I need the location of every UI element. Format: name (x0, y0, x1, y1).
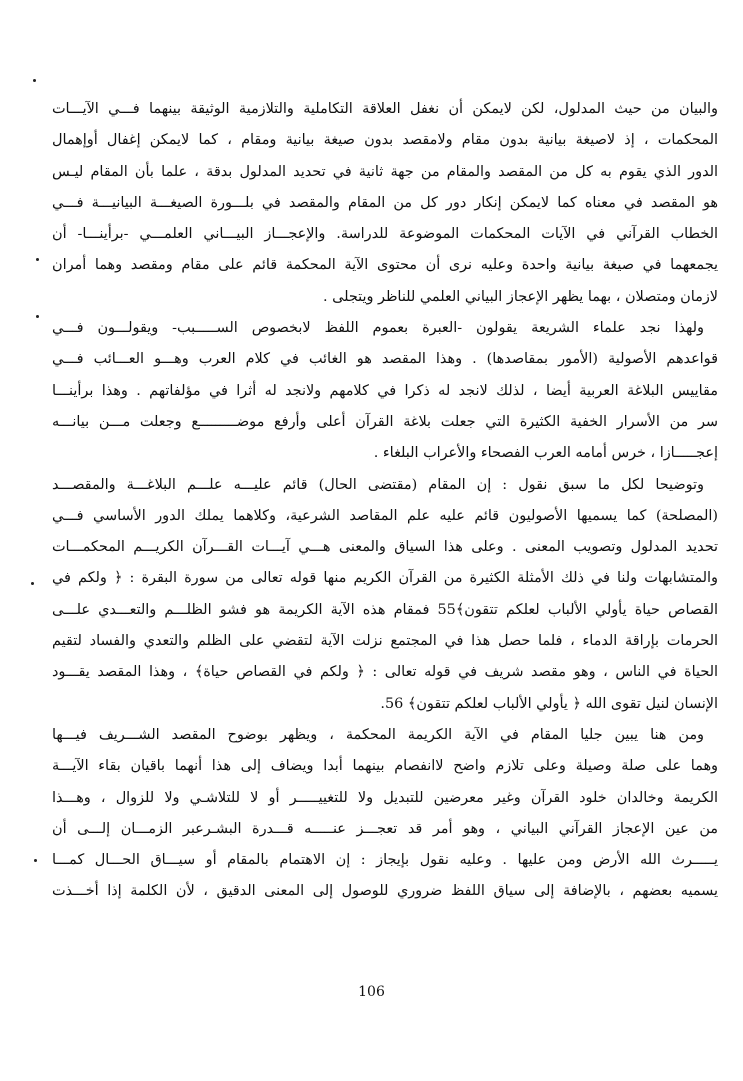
text-line: والبيان من حيث المدلول، لكن لايمكن أن نغفل العلاقة التكاملية والتلازمية الوثيقة بينهما فـــي الآيـــات (52, 101, 718, 117)
text-line: يسميه بعضهم ، بالإضافة إلى سياق اللفظ ضروري للوصول إلى المعنى الدقيق ، لأن الكلمة إذا أخـــذت (52, 883, 718, 900)
text-line: لازمان ومتصلان ، بهما يظهر الإعجاز البياني العلمي للناظر ويتجلى . (322, 288, 718, 305)
text-line: من عين الإعجاز القرآني البياني ، وهو أمر قد تعجـــز عنـــــه قـــدرة البشـرعبر الزمـــان إلـــى أن (52, 820, 718, 837)
text-line: الخطاب القرآني في الآيات المحكمات الموضوعة للدراسة. والإعجـــاز البيـــاني العلمـــي -برأينـــا- أن (52, 226, 718, 243)
text-line: يـــــرث الله الأرض ومن عليها . وعليه نقول بإيجاز : إن الاهتمام بالمقام أو سيـــاق الحـــال كمـــا (52, 852, 718, 869)
text-line: مقاييس البلاغة العربية أيضا ، لذلك لانجد له ذكرا في كلامهم ولانجد له أثرا في مؤلفاتهم . وهذا برأينـــا (52, 382, 718, 399)
margin-dot (31, 582, 34, 585)
text-line: الحياة في الناس ، وهو مقصد شريف في قوله تعالى : ﴿ ولكم في القصاص حياة﴾ ، وهذا المقصد يقـــود (52, 664, 718, 681)
text-line: إعجـــــازا ، خرس أمامه العرب الفصحاء والأعراب البلغاء . (373, 445, 718, 462)
margin-dot (36, 258, 39, 261)
margin-dot (33, 79, 36, 82)
page-number: 106 (358, 984, 385, 1000)
text-line: الإنسان لنيل تقوى الله ﴿ يأولي الألباب لعلكم تتقون﴾ 56. (380, 695, 718, 712)
text-line: ومن هنا يبين جليا المقام في الآية الكريمة المحكمة ، ويظهر بوضوح المقصد الشـــريف فيـــها (52, 726, 704, 743)
text-line: (المصلحة) كما يسميها الأصوليون قائم عليه علم المقاصد الشرعية، وكلاهما يملك الدور الأساسي فـــي (52, 507, 718, 524)
text-line: قواعدهم الأصولية (الأمور بمقاصدها) . وهذا المقصد هو الغائب في كلام العرب وهـــو العـــائب فـــي (52, 351, 718, 368)
text-line: وهما على صلة وصيلة وعلى تلازم واضح لاانفصام بينهما أبدا ويضاف إلى هذا أنهما باقيان بقاء الآيـــة (52, 758, 718, 775)
text-line: تحديد المدلول وتصويب المعنى . وعلى هذا السياق والمعنى هـــي آيـــات القـــرآن الكريـــم المحكمـــات (52, 539, 718, 556)
margin-dot (34, 859, 37, 862)
text-line: هو المقصد في معناه كما لايمكن إنكار دور كل من المقام والمقصد في بلـــورة الصيغـــة البيانيـــة فـــي (52, 194, 718, 211)
body-text (52, 94, 718, 908)
margin-dot (36, 315, 39, 318)
text-line: ولهذا نجد علماء الشريعة يقولون -العبرة بعموم اللفظ لابخصوص الســـــبب- ويقولـــون فـــي (52, 320, 704, 337)
text-line: سر من الأسرار الخفية الكثيرة التي جعلت بلاغة القرآن أعلى وأرفع موضـــــــــع وجعلت مـــن بيانـــه (52, 413, 718, 430)
text-line: يجمعهما في صيغة بيانية واحدة وعليه نرى أن محتوى الآية المحكمة قائم على مقام ومقصد وهما أمران (52, 257, 718, 274)
text-line: الدور الذي يقوم به كل من المقصد والمقام من جهة ثانية في تحديد المدلول بدقة ، علما بأن المقام ليـس (52, 163, 718, 180)
text-line: وتوضيحا لكل ما سبق نقول : إن المقام (مقتضى الحال) قائم عليـــه علـــم البلاغـــة والمقصـــد (52, 476, 704, 493)
text-line: القصاص حياة يأولي الألباب لعلكم تتقون﴾55 فمقام هذه الآية الكريمة هو فشو الظلـــم والتعـــدي علـــى (52, 601, 718, 618)
text-line: والمتشابهات ولنا في ذلك الأمثلة الكثيرة من القرآن الكريم منها قوله تعالى من سورة البقرة : ﴿ ولكم في (52, 570, 718, 587)
text-line: الحرمات بإراقة الدماء ، فلما حصل هذا في المجتمع نزلت الآية لتقضي على الظلم والتعدي والفساد لتقيم (52, 633, 718, 650)
text-line: الكريمة وخالدان خلود القرآن وغير معرضين للتبديل ولا للتغييـــــر أو لا للتلاشـي ولا للزوال ، وهـــذا (52, 789, 718, 806)
text-line: المحكمات ، إذ لاصيغة بيانية بدون مقام ولامقصد بدون صيغة بيانية ومقام ، كما لايمكن إغفال أوإهمال (52, 132, 718, 149)
